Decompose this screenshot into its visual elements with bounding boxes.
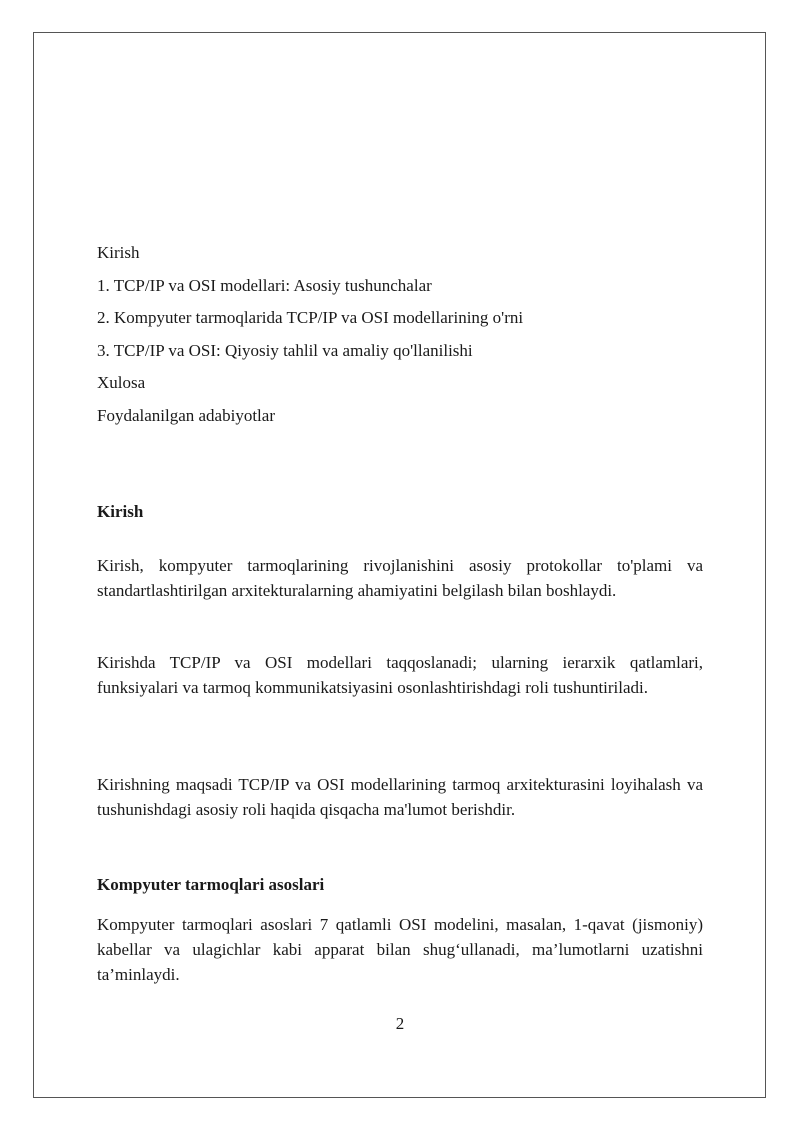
section-heading-introduction: Kirish xyxy=(97,502,144,521)
toc-item-conclusion: Xulosa xyxy=(97,373,146,393)
section-heading-network-basics: Kompyuter tarmoqlari asoslari xyxy=(97,875,325,894)
toc-item-introduction: Kirish xyxy=(97,243,140,262)
paragraph: Kompyuter tarmoqlari asoslari 7 qatlamli OSI modelini, masalan, 1-qavat (jismoniy) kabellar va ulagichlar kabi apparat bilan shug‘ullanadi, ma’lumotlarni uzatishni ta’minlaydi. xyxy=(97,915,703,984)
paragraph: Kirishda TCP/IP va OSI modellari taqqoslanadi; ularning ierarxik qatlamlari, funksiyalari va tarmoq kommunikatsiyasini osonlashtirishdagi roli tushuntiriladi. xyxy=(97,653,703,697)
toc-item-chapter-3: 3. TCP/IP va OSI: Qiyosiy tahlil va amaliy qo'llanilishi xyxy=(97,340,473,360)
toc-item-chapter-2: 2. Kompyuter tarmoqlarida TCP/IP va OSI modellarining o'rni xyxy=(97,308,524,328)
paragraph: Kirishning maqsadi TCP/IP va OSI modellarining tarmoq arxitekturasini loyihalash va tushunishdagi asosiy roli haqida qisqacha ma'lumot berishdir. xyxy=(97,775,703,819)
paragraph: Kirish, kompyuter tarmoqlarining rivojlanishini asosiy protokollar to'plami va standartlashtirilgan arxitekturalarning ahamiyatini belgilash bilan boshlaydi. xyxy=(97,556,703,600)
toc-item-chapter-1: 1. TCP/IP va OSI modellari: Asosiy tushunchalar xyxy=(97,275,432,295)
page-number: 2 xyxy=(395,1014,405,1033)
toc-item-references: Foydalanilgan adabiyotlar xyxy=(97,405,275,425)
table-of-contents xyxy=(97,240,703,436)
